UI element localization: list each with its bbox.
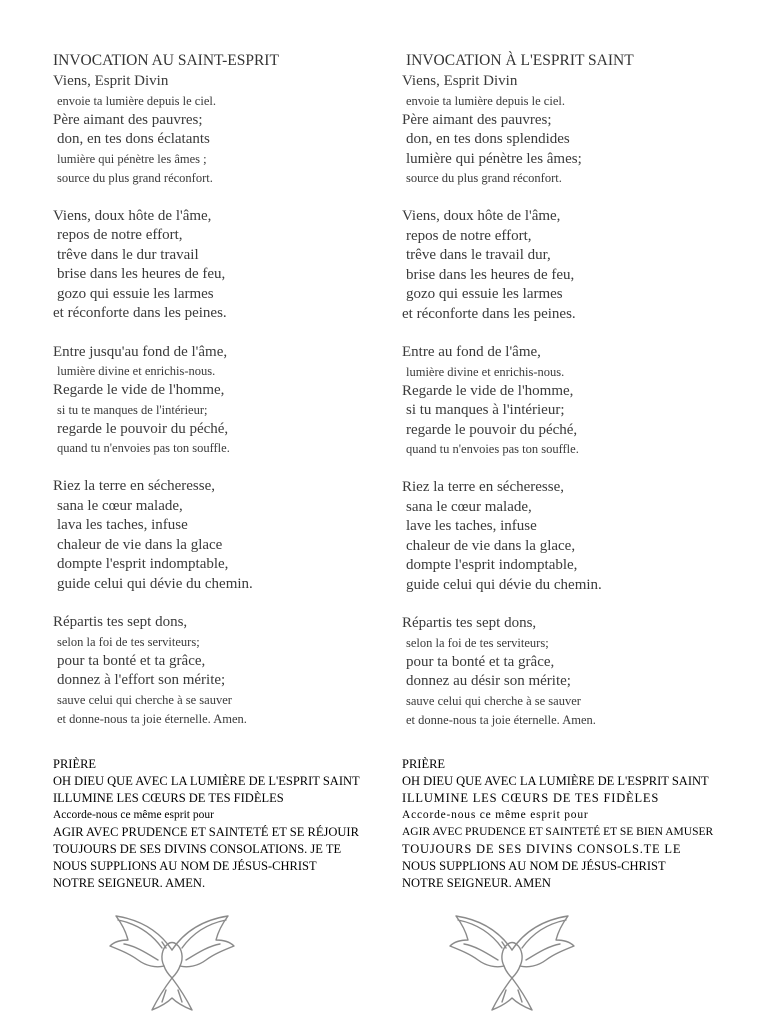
verse-line: Père aimant des pauvres; bbox=[402, 111, 552, 128]
prayer-line: Accorde-nous ce même esprit pour bbox=[53, 809, 214, 821]
verse-line: source du plus grand réconfort. bbox=[406, 171, 562, 185]
prayer-line: NOUS SUPPLIONS AU NOM DE JÉSUS-CHRIST bbox=[53, 859, 317, 873]
prayer-line: NOUS SUPPLIONS AU NOM DE JÉSUS-CHRIST bbox=[402, 859, 666, 873]
left-stanza-2 bbox=[53, 207, 393, 324]
right-stanza-1 bbox=[402, 72, 742, 188]
prayer-line: ILLUMINE LES CŒURS DE TES FIDÈLES bbox=[402, 791, 660, 805]
right-prayer bbox=[402, 756, 768, 892]
verse-line: gozo qui essuie les larmes bbox=[406, 286, 563, 302]
prayer-line: AGIR AVEC PRUDENCE ET SAINTETÉ ET SE BIEN AMUSER bbox=[402, 826, 714, 838]
verse-line: Répartis tes sept dons, bbox=[402, 615, 537, 631]
verse-line: Riez la terre en sécheresse, bbox=[53, 478, 215, 494]
left-stanza-1 bbox=[53, 72, 393, 188]
verse-line: Viens, Esprit Divin bbox=[53, 73, 169, 89]
verse-line: Regarde le vide de l'homme, bbox=[53, 382, 225, 398]
verse-line: regarde le pouvoir du péché, bbox=[406, 421, 578, 438]
verse-line: Viens, doux hôte de l'âme, bbox=[53, 207, 212, 224]
verse-line: repos de notre effort, bbox=[57, 227, 183, 243]
verse-line: lumière divine et enrichis-nous. bbox=[406, 364, 565, 379]
prayer-line: ILLUMINE LES CŒURS DE TES FIDÈLES bbox=[53, 791, 284, 805]
verse-line: et réconforte dans les peines. bbox=[53, 305, 227, 321]
verse-line: Entre jusqu'au fond de l'âme, bbox=[53, 343, 228, 360]
verse-line: selon la foi de tes serviteurs; bbox=[57, 634, 200, 649]
verse-line: quand tu n'envoies pas ton souffle. bbox=[57, 441, 230, 455]
verse-line: regarde le pouvoir du péché, bbox=[57, 420, 229, 437]
right-stanza-5 bbox=[402, 614, 742, 730]
left-hymn-title: INVOCATION AU SAINT-ESPRIT bbox=[53, 52, 279, 69]
verse-line: sauve celui qui cherche à se sauver bbox=[57, 692, 232, 707]
left-stanza-3 bbox=[53, 343, 393, 459]
left-stanza-5 bbox=[53, 613, 393, 729]
verse-line: donnez à l'effort son mérite; bbox=[57, 672, 226, 688]
verse-line: Répartis tes sept dons, bbox=[53, 614, 188, 630]
verse-line: sana le cœur malade, bbox=[57, 497, 183, 514]
verse-line: sauve celui qui cherche à se sauver bbox=[406, 693, 581, 708]
verse-line: envoie ta lumière depuis le ciel. bbox=[57, 93, 216, 108]
verse-line: lave les taches, infuse bbox=[406, 518, 537, 534]
verse-line: lumière qui pénètre les âmes ; bbox=[57, 151, 207, 166]
verse-line: dompte l'esprit indomptable, bbox=[406, 557, 578, 573]
prayer-line: NOTRE SEIGNEUR. AMEN bbox=[402, 876, 551, 890]
verse-line: chaleur de vie dans la glace, bbox=[406, 537, 576, 554]
verse-line: guide celui qui dévie du chemin. bbox=[406, 576, 602, 593]
verse-line: envoie ta lumière depuis le ciel. bbox=[406, 93, 565, 108]
verse-line: Père aimant des pauvres; bbox=[53, 111, 203, 128]
verse-line: lumière divine et enrichis-nous. bbox=[57, 364, 216, 378]
left-prayer bbox=[53, 756, 393, 892]
verse-line: pour ta bonté et ta grâce, bbox=[57, 652, 206, 669]
verse-line: lava les taches, infuse bbox=[57, 517, 188, 533]
right-hymn-title: INVOCATION À L'ESPRIT SAINT bbox=[406, 52, 634, 69]
verse-line: quand tu n'envoies pas ton souffle. bbox=[406, 442, 579, 456]
verse-line: guide celui qui dévie du chemin. bbox=[57, 575, 253, 592]
verse-line: chaleur de vie dans la glace bbox=[57, 536, 223, 553]
verse-line: source du plus grand réconfort. bbox=[57, 170, 213, 185]
dove-icon bbox=[442, 902, 582, 1024]
left-stanza-4 bbox=[53, 477, 393, 594]
verse-line: brise dans les heures de feu, bbox=[406, 266, 575, 283]
verse-line: pour ta bonté et ta grâce, bbox=[406, 653, 555, 670]
verse-line: gozo qui essuie les larmes bbox=[57, 285, 214, 302]
verse-line: sana le cœur malade, bbox=[406, 498, 532, 515]
verse-line: donnez au désir son mérite; bbox=[406, 673, 571, 689]
verse-line: et donne-nous ta joie éternelle. Amen. bbox=[57, 711, 247, 726]
verse-line: don, en tes dons éclatants bbox=[57, 131, 210, 147]
right-stanza-4 bbox=[402, 478, 742, 595]
verse-line: Entre au fond de l'âme, bbox=[402, 344, 541, 360]
verse-line: Riez la terre en sécheresse, bbox=[402, 479, 564, 495]
left-prayer-title: PRIÈRE bbox=[53, 757, 97, 771]
verse-line: selon la foi de tes serviteurs; bbox=[406, 635, 549, 650]
right-stanza-2 bbox=[402, 207, 742, 324]
verse-line: lumière qui pénètre les âmes; bbox=[406, 150, 582, 167]
verse-line: Viens, Esprit Divin bbox=[402, 73, 518, 89]
verse-line: brise dans les heures de feu, bbox=[57, 266, 226, 282]
verse-line: Viens, doux hôte de l'âme, bbox=[402, 208, 561, 224]
prayer-line: Accorde-nous ce même esprit pour bbox=[402, 809, 589, 821]
verse-line: Regarde le vide de l'homme, bbox=[402, 382, 574, 399]
verse-line: repos de notre effort, bbox=[406, 227, 532, 244]
prayer-line: OH DIEU QUE AVEC LA LUMIÈRE DE L'ESPRIT SAINT bbox=[53, 774, 360, 788]
verse-line: trêve dans le travail dur, bbox=[406, 247, 551, 263]
prayer-line: TOUJOURS DE SES DIVINS CONSOLATIONS. JE TE bbox=[53, 842, 342, 856]
dove-icon bbox=[102, 902, 242, 1024]
left-hymn bbox=[53, 52, 393, 748]
prayer-line: TOUJOURS DE SES DIVINS CONSOLS.TE LE bbox=[402, 842, 682, 856]
verse-line: trêve dans le dur travail bbox=[57, 246, 199, 263]
verse-line: don, en tes dons splendides bbox=[406, 131, 570, 147]
right-stanza-3 bbox=[402, 343, 742, 459]
verse-line: si tu manques à l'intérieur; bbox=[406, 402, 565, 418]
right-hymn bbox=[402, 52, 742, 749]
verse-line: et réconforte dans les peines. bbox=[402, 305, 576, 322]
prayer-line: NOTRE SEIGNEUR. AMEN. bbox=[53, 876, 206, 890]
verse-line: et donne-nous ta joie éternelle. Amen. bbox=[406, 712, 596, 727]
right-prayer-title: PRIÈRE bbox=[402, 757, 446, 771]
prayer-line: AGIR AVEC PRUDENCE ET SAINTETÉ ET SE RÉJOUIR bbox=[53, 825, 359, 839]
prayer-line: OH DIEU QUE AVEC LA LUMIÈRE DE L'ESPRIT SAINT bbox=[402, 774, 709, 788]
verse-line: si tu te manques de l'intérieur; bbox=[57, 402, 208, 417]
verse-line: dompte l'esprit indomptable, bbox=[57, 556, 229, 572]
